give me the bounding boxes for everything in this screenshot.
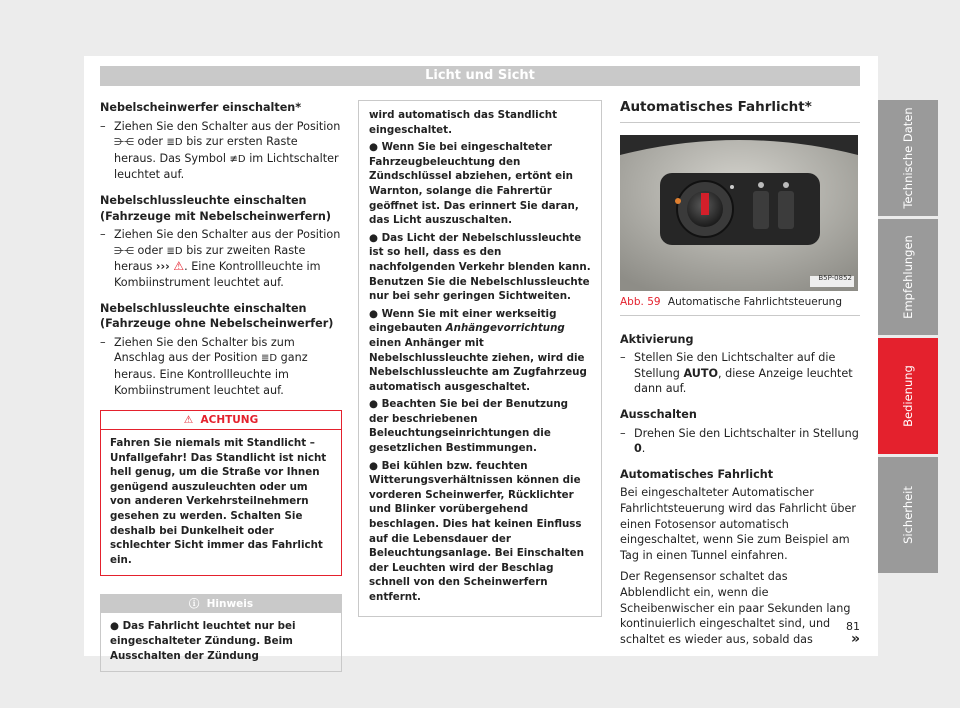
step-activation: – Stellen Sie den Lichtschalter auf die Stellung AUTO, diese Anzeige leuchtet dann auf. — [620, 351, 853, 396]
figure-caption: Abb. 59 Automatische Fahrlichtsteuerung — [620, 295, 860, 316]
note-bullet-4: Beachten Sie bei der Benutzung der beschriebenen Beleuchtungseinrichtungen die gesetzlichen Bestimmungen. — [369, 398, 569, 455]
paragraph-rain-sensor: Der Regensensor schaltet das Abblendlicht ein, wenn die Scheibenwischer ein paar Sekunden lang kontinuierlich eingeschaltet sind, und schaltet es wieder aus, sobald das » — [620, 570, 860, 647]
side-light-icon: ⋺⋲ — [114, 245, 134, 257]
column-left — [100, 100, 342, 672]
heading-rear-fog-with: Nebelschlussleuchte einschalten (Fahrzeuge mit Nebelscheinwerfern) — [100, 193, 331, 223]
continue-arrow-icon: » — [850, 630, 860, 647]
note-bullet-5: Bei kühlen bzw. feuchten Witterungsverhältnissen können die vorderen Scheinwerfer, Rücklichter und Blinker vorübergehend beschlagen. Dies hat keinen Einfluss auf die Lebensdauer der Beleuchtungsanlage. Bei Einschalten der Leuchten wird der Beschlag schnell von den Scheinwerfern entfernt. — [369, 459, 584, 603]
step-rear-fog-without: – Ziehen Sie den Schalter bis zum Anschlag aus der Position ≣D ganz heraus. Eine Kontrollleuchte im Kombiinstrument leuchtet auf. — [100, 335, 308, 397]
note-bullet-3: ● Wenn Sie mit einer werkseitig eingebauten Anhängevorrichtung einen Anhänger mit Nebelschlussleuchte ziehen, wird die Nebelschlussleuchte am Zugfahrzeug automatisch ausgeschaltet. — [369, 307, 587, 393]
fog-light-icon: ≢D — [229, 153, 246, 165]
warning-text: Fahren Sie niemals mit Standlicht – Unfallgefahr! Das Standlicht ist nicht hell genug, um die Straße vor Ihnen genügend auszuleuchten oder um von anderen Verkehrsteilnehmern gesehen zu werden. Schalten Sie deshalb bei Dunkelheit oder schlechter Sicht immer das Fahrlicht ein. — [110, 437, 327, 566]
light-switch-photo — [620, 135, 858, 291]
chapter-tabs — [878, 100, 938, 576]
note-bullet-1: Wenn Sie bei eingeschalteter Fahrzeugbeleuchtung den Zündschlüssel abziehen, ertönt ein Warnton, solange die Fahrertür geöffnet ist. Das erinnert Sie daran, das Licht auszuschalten. — [369, 141, 579, 227]
heading-automatic-lights: Automatisches Fahrlicht — [620, 467, 774, 481]
note-continuation-box: wird automatisch das Standlicht eingeschaltet. ● Wenn Sie bei eingeschalteter Fahrzeugbeleuchtung den Zündschlüssel abziehen, ertönt ein Warnton, solange die Fahrertür geöffnet ist. Das erinnert Sie daran, das Licht auszuschalten. ● Das Licht der Nebelschlussleuchte ist so hell, dass es den nachfolgenden Verkehr blenden kann. Benutzen Sie die Nebelschlussleuchte nur bei sehr geringen Sichtweiten. ● Wenn Sie mit einer werkseitig eingebauten Anhängevorrichtung einen Anhänger mit Nebelschlussleuchte ziehen, wird die Nebelschlussleuchte am Zugfahrzeug automatisch ausgeschaltet. ● Beachten Sie bei der Benutzung der beschriebenen Beleuchtungseinrichtungen die gesetzlichen Bestimmungen. ● Bei kühlen bzw. feuchten Witterungsverhältnissen können die vorderen Scheinwerfer, Rücklichter und Blinker vorübergehend beschlagen. Dies hat keinen Einfluss auf die Lebensdauer der Beleuchtungsanlage. Bei Einschalten der Leuchten wird der Beschlag schnell von den Scheinwerfern entfernt. — [358, 100, 602, 617]
info-icon: ⓘ — [188, 598, 200, 611]
paragraph-photo-sensor: Bei eingeschalteter Automatischer Fahrlichtsteuerung wird das Fahrlicht über einen Fotosensor automatisch eingeschaltet, wenn Sie zum Beispiel am Tag in einen Tunnel einfahren. — [620, 486, 856, 562]
figure-code: B5P-0852 — [818, 274, 852, 283]
warning-box: ⚠ ACHTUNG Fahren Sie niemals mit Standlicht – Unfallgefahr! Das Standlicht ist nicht hell genug, um die Straße vor Ihnen genügend auszuleuchten oder um von anderen Verkehrsteilnehmern gesehen zu werden. Schalten Sie deshalb bei Dunkelheit oder schlechter Sicht immer das Fahrlicht ein. — [100, 410, 342, 576]
side-light-icon: ⋺⋲ — [114, 137, 134, 149]
zero-symbol: 0 — [634, 442, 642, 456]
note-bullet-2: Das Licht der Nebelschlussleuchte ist so hell, dass es den nachfolgenden Verkehr blenden kann. Benutzen Sie die Nebelschlussleuchte nur bei sehr geringen Sichtweiten. — [369, 231, 591, 303]
page-header: Licht und Sicht — [100, 66, 860, 86]
warning-triangle-icon: ⚠ — [173, 259, 185, 274]
section-title: Automatisches Fahrlicht* — [620, 100, 860, 123]
tab-bedienung[interactable]: Bedienung — [878, 338, 938, 454]
note-text: Das Fahrlicht leuchtet nur bei eingeschalteter Zündung. Beim Ausschalten der Zündung — [110, 620, 296, 662]
column-middle — [358, 100, 602, 617]
page-number: 81 — [846, 620, 860, 633]
heading-switch-off: Ausschalten — [620, 407, 697, 421]
heading-rear-fog-without: Nebelschlussleuchte einschalten (Fahrzeuge ohne Nebelscheinwerfer) — [100, 301, 334, 331]
tab-empfehlungen[interactable]: Empfehlungen — [878, 219, 938, 335]
tab-sicherheit[interactable]: Sicherheit — [878, 457, 938, 573]
low-beam-icon: ≣D — [166, 137, 183, 149]
note-continuation: wird automatisch das Standlicht eingeschaltet. — [369, 109, 558, 136]
note-box: ⓘ Hinweis ● Das Fahrlicht leuchtet nur bei eingeschalteter Zündung. Beim Ausschalten der Zündung — [100, 594, 342, 672]
low-beam-icon: ≣D — [166, 245, 183, 257]
heading-activation: Aktivierung — [620, 332, 694, 346]
low-beam-icon: ≣D — [261, 353, 278, 365]
reference-arrows[interactable]: ››› — [155, 260, 170, 274]
heading-fog-lights: Nebelscheinwerfer einschalten* — [100, 101, 302, 114]
column-right — [620, 100, 860, 647]
tab-technische-daten[interactable]: Technische Daten — [878, 100, 938, 216]
step-fog-lights: – Ziehen Sie den Schalter aus der Position ⋺⋲ oder ≣D bis zur ersten Raste heraus. Das Symbol ≢D im Lichtschalter leuchtet auf. — [100, 119, 341, 182]
warning-triangle-icon: ⚠ — [183, 414, 194, 427]
auto-symbol: AUTO — [683, 366, 718, 380]
step-switch-off: – Drehen Sie den Lichtschalter in Stellung 0. — [620, 426, 859, 456]
step-rear-fog-with: – Ziehen Sie den Schalter aus der Position ⋺⋲ oder ≣D bis zur zweiten Raste heraus ››› ⚠. Eine Kontrollleuchte im Kombiinstrument leuchtet auf. — [100, 228, 341, 289]
